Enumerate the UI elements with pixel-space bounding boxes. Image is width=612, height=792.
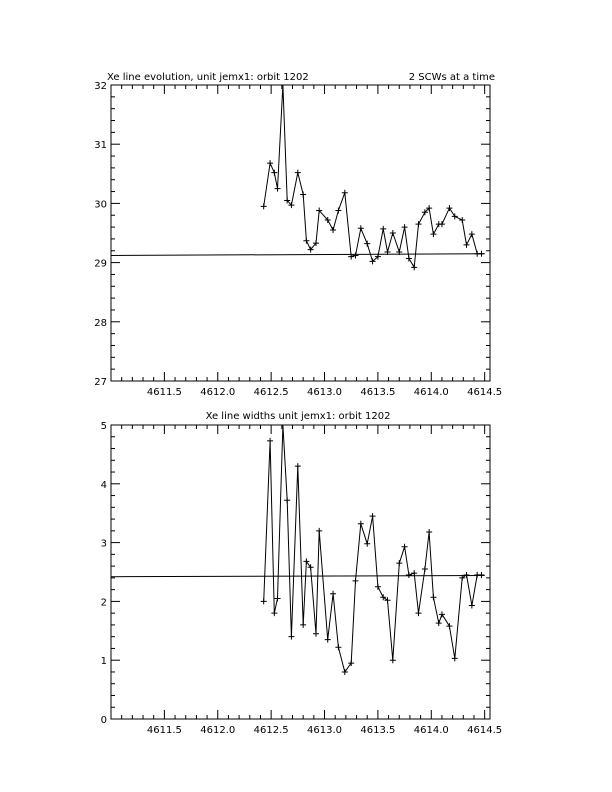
y-tick-label: 28	[94, 317, 107, 329]
x-tick-label: 4612.5	[253, 725, 289, 736]
y-tick-label: 29	[94, 258, 107, 270]
y-tick-label: 30	[94, 199, 107, 211]
y-tick-label: 5	[100, 421, 107, 432]
y-tick-label: 3	[100, 538, 107, 550]
x-tick-label: 4612.0	[200, 725, 236, 736]
y-tick-label: 1	[100, 656, 107, 668]
x-tick-label: 4612.5	[253, 387, 289, 398]
x-tick-label: 4613.0	[307, 387, 343, 398]
y-tick-label: 27	[94, 377, 107, 388]
x-tick-label: 4614.5	[467, 725, 503, 736]
y-tick-label: 2	[100, 597, 107, 609]
x-tick-label: 4614.0	[413, 725, 449, 736]
panel-title: Xe line evolution, unit jemx1: orbit 1202	[107, 72, 309, 83]
x-tick-label: 4614.0	[413, 387, 449, 398]
x-tick-label: 4613.0	[307, 725, 343, 736]
y-tick-label: 31	[94, 140, 107, 152]
x-tick-label: 4613.5	[360, 387, 396, 398]
x-tick-label: 4611.5	[146, 725, 182, 736]
y-tick-label: 0	[100, 715, 107, 726]
x-tick-label: 4612.0	[200, 387, 236, 398]
y-tick-label: 4	[100, 479, 107, 491]
x-tick-label: 4611.5	[146, 387, 182, 398]
panel-annotation: 2 SCWs at a time	[408, 72, 495, 83]
y-tick-label: 32	[94, 81, 107, 92]
x-tick-label: 4613.5	[360, 725, 396, 736]
x-tick-label: 4614.5	[467, 387, 503, 398]
panel-title: Xe line widths unit jemx1: orbit 1202	[205, 411, 391, 422]
